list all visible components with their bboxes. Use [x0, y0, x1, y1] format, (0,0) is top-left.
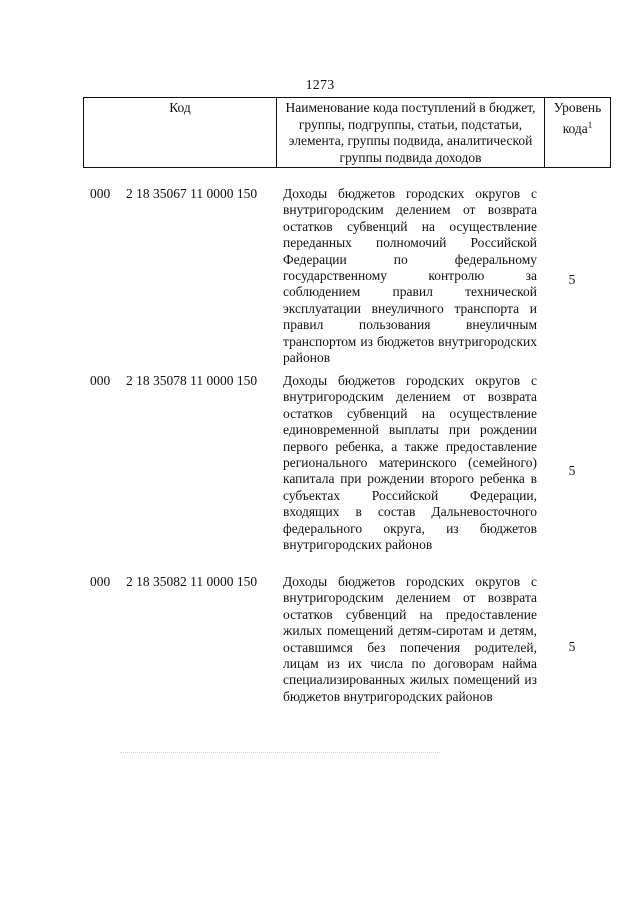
code-level: 5	[568, 272, 576, 287]
header-name-label: Наименование кода поступлений в бюджет, группы, подгруппы, статьи, подстатьи, элемента, группы подвида, аналитической группы подвида доходов	[285, 100, 536, 165]
page-number: 1273	[305, 78, 335, 93]
income-description: Доходы бюджетов городских округов с внутригородским делением от возврата остатков субвенций на предоставление жилых помещений детям-сиротам и детям, оставшимся без попечения родителей, лицам из их числа по договорам найма специализированных жилых помещений из бюджетов внутригородских районов	[283, 574, 537, 704]
admin-code: 000	[90, 574, 111, 589]
income-description: Доходы бюджетов городских округов с внутригородским делением от возврата остатков субвенций на осуществление переданных полномочий Российской Федерации по федеральному государственному контролю за соблюдением правил технической эксплуатации внеуличного транспорта и правил пользования внеуличным транспортом из бюджетов внутригородских районов	[283, 186, 537, 366]
code-level: 5	[568, 639, 576, 654]
income-description: Доходы бюджетов городских округов с внутригородским делением от возврата остатков субвенций на осуществление единовременной выплаты при рождении первого ребенка, а также предоставление регионального материнского (семейного) капитала при рождении второго ребенка в субъектах Российской Федерации, входящих в состав Дальневосточного федерального округа, из бюджетов внутригородских районов	[283, 373, 537, 553]
table-row	[0, 373, 640, 573]
income-code: 2 18 35067 11 0000 150	[126, 186, 258, 201]
header-level	[545, 98, 611, 168]
header-level-label: Уровень кода	[553, 100, 602, 136]
scan-artifact	[120, 752, 440, 757]
header-code	[84, 98, 277, 168]
table-header	[83, 97, 611, 168]
code-level: 5	[568, 463, 576, 478]
income-code: 2 18 35078 11 0000 150	[126, 373, 258, 388]
income-code: 2 18 35082 11 0000 150	[126, 574, 258, 589]
table-row	[0, 186, 640, 372]
admin-code: 000	[90, 186, 111, 201]
header-code-label: Код	[169, 100, 191, 115]
table-row	[0, 574, 640, 724]
admin-code: 000	[90, 373, 111, 388]
footnote-marker: 1	[587, 119, 593, 130]
header-name	[277, 98, 545, 168]
